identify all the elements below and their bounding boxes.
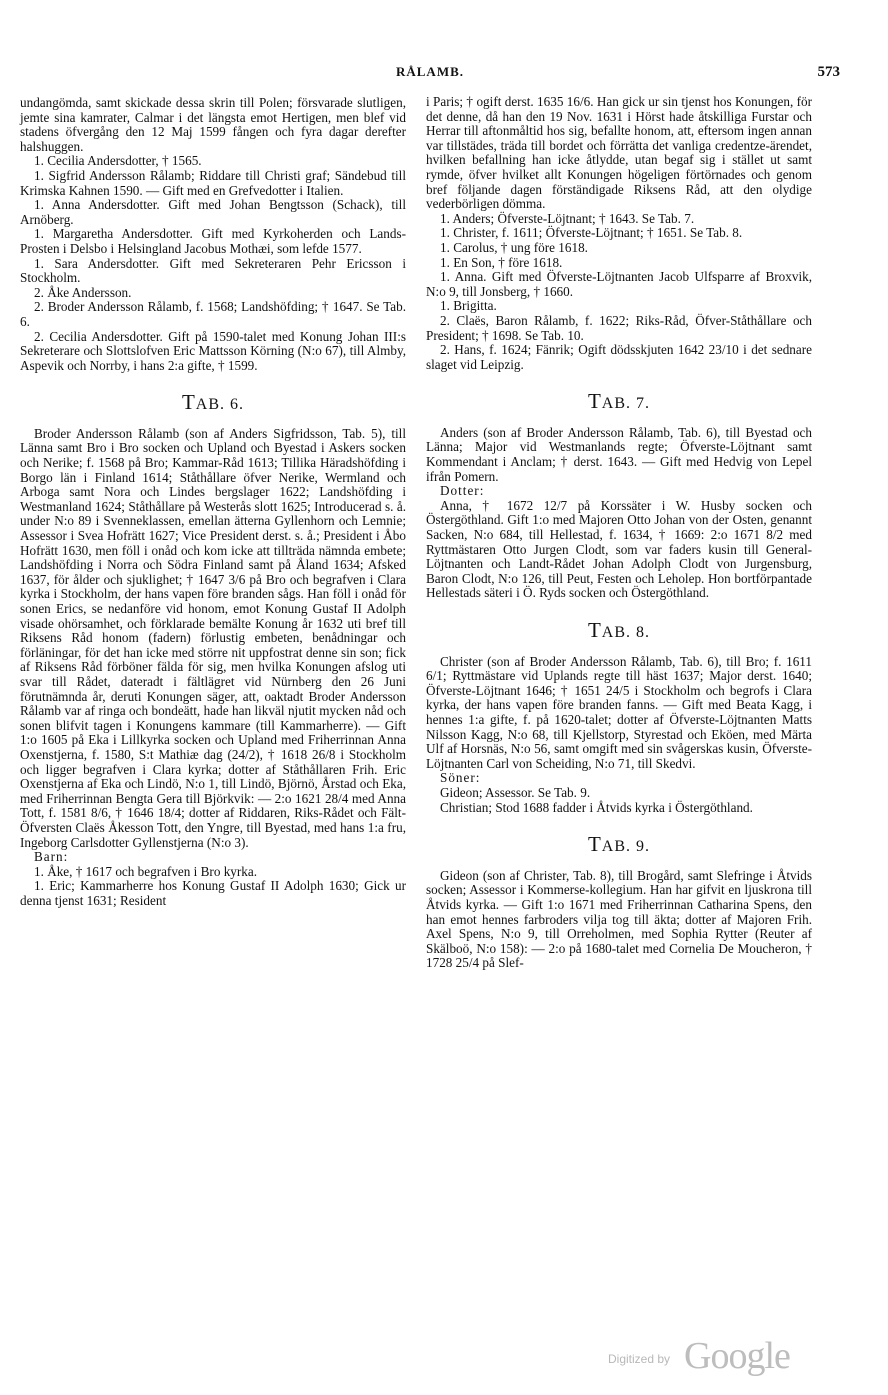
list-item: 1. Brigitta. xyxy=(440,298,497,314)
list-item: 1. Margaretha Andersdotter. Gift med Kyrkoherden och Lands-Prosten i Delsbo i Helsingland Jacobus Mothæi, som lefde 1577. xyxy=(20,226,406,256)
heading-rest: AB. 9. xyxy=(601,838,651,856)
list-item: 1. Eric; Kammarherre hos Konung Gustaf II Adolph 1630; Gick ur denna tjenst 1631; Resident xyxy=(20,878,406,908)
list-item: Christian; Stod 1688 fadder i Åtvids kyrka i Östergöthland. xyxy=(440,799,753,815)
paragraph: Broder Andersson Rålamb (son af Anders Sigfridsson, Tab. 5), till Länna samt Bro i Bro socken och Upland och Byestad i Askers socken och Nerike; f. 1568 på Bro; Kammar-Råd 1613; Tillika Häradshöfding i Borgo län i Finland 1614; Ståthållare öfver Nerike, Wermland och Arboga samt Nora och Lindes bergslager 1622; Landshöfding i Westmanland 1624; Ståthållare på Westerås slott 1625; Introducerad s. å. under N:o 89 i Svenneklassen, emellan ätterna Gyllenhorn och Lemnie; Assessor i Svea Hofrätt 1627; Vice President derst. s. å.; President i Åbo Hofrätt 1630, men föll i onåd och kom icke att tillträda nämnda embete; Landshöfding i Norra och Södra Finland samt på Åland 1634; Afsked 1637, för ålder och sjuklighet; † 1647 3/6 på Bro och begrafven i Clara kyrka i Stockholm, der hans vapen före branden sågs. Han föll i onåd för sonen Erics, se nedanföre vid honom, emot Konung Gustaf II Adolph visade ohörsamhet, och förklarade bemälte Konung år 1632 uti bref till Riksens Råd honom (fadern) förlustig embeten, benådningar och förläningar, för det han icke med större nit uppfostrat denne sin son; fick af Riksens Råd förböner fälda för sig, men hvilka Konungen afslog uti svar till Rådet, dateradt i fältlägret vid Nürnberg den 26 Juni förutnämnda år, deruti Konungen säger, att, oaktadt Broder Andersson Rålamb var af ringa och bondeätt, hade han likväl njutit mycken nåd och sonen blifvit tagen i Konungens kammare (till Kammarherre). — Gift 1:o 1605 på Eka i Lillkyrka socken och Upland med Friherrinnan Anna Oxenstjerna, f. 1580, S:t Mathiæ dag (24/2), † 1618 26/8 i Stockholm och ligger begrafven i Clara kyrka; dotter af Ståthållaren Frih. Eric Oxenstjerna af Eka och Lindö, N:o 1, till Lindö, Björnö, Årstad och Eka, med Friherrinnan Bengta Gera till Björkvik: — 2:o 1621 28/4 med Anna Tott, f. 1581 8/6, † 1646 18/4; dotter af Riddaren, Riks-Rådet och Fält-Öfversten Claës Åkesson Tott, den Yngre, till Byestad, med hans 1:a fru, Ingeborg Carlsdotter Gyllenstjerna (N:o 3). xyxy=(20,425,406,850)
children-label: Barn: xyxy=(34,849,69,865)
heading-cap: T xyxy=(587,618,602,642)
watermark-prefix: Digitized by xyxy=(608,1352,671,1366)
list-item: 2. Hans, f. 1624; Fänrik; Ogift dödsskjuten 1642 23/10 i det sednare slaget vid Leipzig. xyxy=(426,342,812,372)
right-column xyxy=(426,95,812,971)
heading-cap: T xyxy=(587,389,602,414)
sons-label: Söner: xyxy=(440,770,481,786)
list-item: 1. Cecilia Andersdotter, † 1565. xyxy=(34,153,202,169)
heading-rest: AB. 8. xyxy=(601,624,651,641)
section-heading-tab-8 xyxy=(426,618,812,642)
list-item: 1. Anna. Gift med Öfverste-Löjtnanten Jacob Ulfsparre af Broxvik, N:o 9, till Jonsberg, † 1660. xyxy=(426,269,812,299)
heading-rest: AB. 6. xyxy=(195,396,245,414)
digitized-watermark xyxy=(608,1330,808,1377)
left-column xyxy=(20,96,406,908)
google-logo: Google xyxy=(684,1335,790,1377)
section-heading-tab-6 xyxy=(20,390,406,415)
paragraph: Gideon (son af Christer, Tab. 8), till Brogård, samt Slefringe i Åtvids socken; Assessor i Kommerse-kollegium. Han har gifvit en ljuskrona till Åtvids kyrka. — Gift 1:o 1671 med Friherrinnan Catharina Spens, den han emot hennes farbroders vilja tog till äkta; dotter af Majoren Frih. Axel Spens, N:o 9, till Orreholmen, med Sophia Rytter (Reuter af Skälboö, N:o 158): — 2:o på 1680-talet med Cornelia De Moucheron, † 1728 25/4 på Slef- xyxy=(426,867,812,971)
paragraph: Christer (son af Broder Andersson Rålamb, Tab. 6), till Bro; f. 1611 6/1; Ryttmästare vid Uplands regte till häst 1637; Major derst. 1640; Öfverste-Löjtnant 1646; † 1651 24/5 i Stockholm och begrofs i Clara kyrka, der hans vapen före branden fanns. — Gift med Beata Kagg, i hennes 1:a gifte, f. på 1620-talet; dotter af Öfverste-Löjtnanten Matts Nilsson Kagg, N:o 68, till Kjellstorp, Styrestad och Eköen, med Märta Ulf af Horsnäs, N:o 56, samt omgift med sin svågerskas kusin, Öfverste-Löjtnanten Carl von Scheiding, N:o 71, till Skedvi. xyxy=(426,653,812,771)
paragraph: undangömda, samt skickade dessa skrin till Polen; försvarade slutligen, jemte sina kamrater, Calmar i det längsta emot Hertigen, men blef vid stadens öfvergång den 12 Maj 1599 fången och fyra dagar derefter halshuggen. xyxy=(20,95,406,154)
list-item: Gideon; Assessor. Se Tab. 9. xyxy=(440,784,591,800)
list-item: 1. Sigfrid Andersson Rålamb; Riddare till Christi graf; Sändebud till Krimska Kahnen 1590. — Gift med en Grefvedotter i Italien. xyxy=(20,167,406,198)
paragraph: i Paris; † ogift derst. 1635 16/6. Han gick ur sin tjenst hos Konungen, för det denne, då han den 19 Nov. 1631 i Hörst hade åtskilliga Furstar och Herrar till aftonmåltid hos sig, befallte honom, att, eftersom ingen annan var tillstädes, träda till bordet och förrätta det vanliga credentze-ärendet, hvilken befallning han icke åtlydde, utan begaf sig i stället ut samt rymde, öfver hvilket allt Konungen högeligen förtörnades och genom bref följande dagen förständigade Riksens Råd, att den olydige vederbörligen dömma. xyxy=(426,94,812,212)
list-item: 1. Carolus, † ung före 1618. xyxy=(440,239,588,255)
page-number: 573 xyxy=(817,64,840,80)
daughter-label: Dotter: xyxy=(440,483,485,499)
heading-cap: T xyxy=(181,390,196,415)
heading-rest: AB. 7. xyxy=(601,395,651,413)
list-item: 1. Anders; Öfverste-Löjtnant; † 1643. Se Tab. 7. xyxy=(440,210,695,226)
section-heading-tab-9 xyxy=(426,832,812,857)
running-title: RÅLAMB. xyxy=(395,64,465,79)
heading-cap: T xyxy=(587,832,602,857)
list-item: 1. Åke, † 1617 och begrafven i Bro kyrka. xyxy=(34,863,258,879)
paragraph: Anna, † 1672 12/7 på Korssäter i W. Husby socken och Östergöthland. Gift 1:o med Majoren Otto Johan von der Osten, genannt Sacken, N:o 684, till Hellestad, f. 1634, † 1669: 2:o 1671 8/2 med Ryttmästaren Otto Jurgen Clodt, som var faders kusin till General-Löjtnanten och Landt-Rådet Johan Adolph Clodt von Jurgensburg, Baron Clodt, N:o 126, till Peut, Festen och Leholep. Hon bortförpantade Hellestads säteri i Ö. Ryds socken och Östergöthland. xyxy=(426,497,812,601)
list-item: 1. Anna Andersdotter. Gift med Johan Bengtsson (Schack), till Arnöberg. xyxy=(20,197,406,227)
list-item: 1. Sara Andersdotter. Gift med Sekreteraren Pehr Ericsson i Stockholm. xyxy=(20,255,406,286)
section-heading-tab-7 xyxy=(426,389,812,414)
list-item: 2. Broder Andersson Rålamb, f. 1568; Landshöfding; † 1647. Se Tab. 6. xyxy=(20,299,406,329)
list-item: 1. En Son, † före 1618. xyxy=(440,254,563,270)
list-item: 1. Christer, f. 1611; Öfverste-Löjtnant; † 1651. Se Tab. 8. xyxy=(440,225,743,241)
page-header xyxy=(20,64,840,84)
list-item: 2. Cecilia Andersdotter. Gift på 1590-talet med Konung Johan III:s Sekreterare och Slottslofven Eric Mattsson Körning (N:o 67), till Almby, Aspevik och Norrby, i hans 2:a gifte, † 1599. xyxy=(20,328,406,373)
list-item: 2. Åke Andersson. xyxy=(34,284,132,300)
list-item: 2. Claës, Baron Rålamb, f. 1622; Riks-Råd, Öfver-Ståthållare och President; † 1698. Se Tab. 10. xyxy=(426,312,812,343)
paragraph: Anders (son af Broder Andersson Rålamb, Tab. 6), till Byestad och Länna; Major vid Westmanlands regte; Öfverste-Löjtnant samt Kommendant i Anclam; † derst. 1643. — Gift med Hedvig von Lepel ifrån Pomern. xyxy=(426,424,812,484)
